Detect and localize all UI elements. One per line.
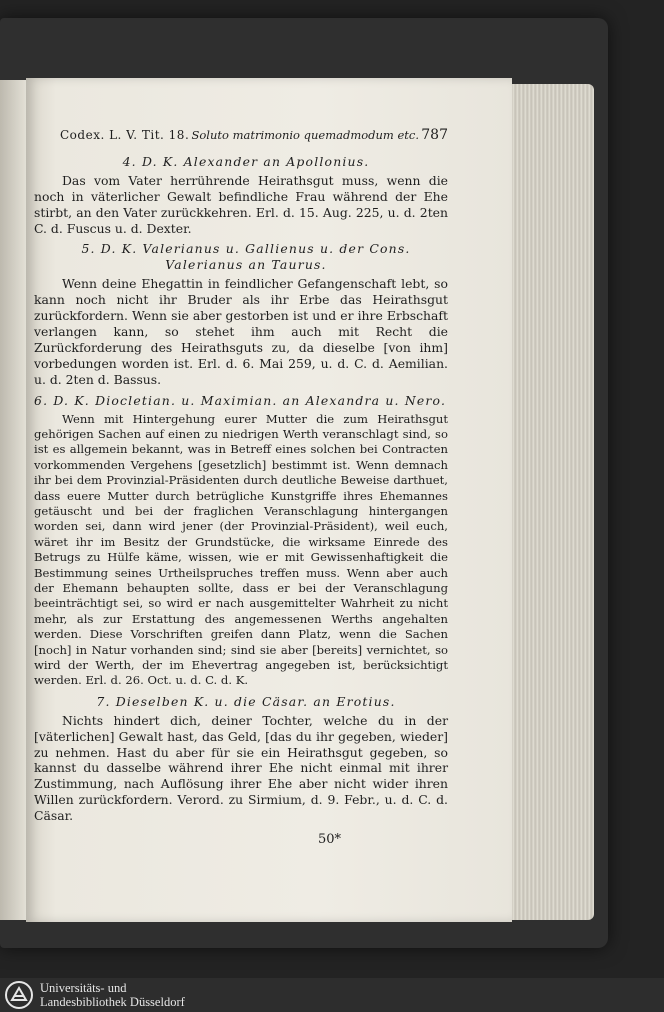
section-heading-5: 5. D. K. Valerianus u. Gallienus u. der Cons. Valerianus an Taurus. <box>81 241 411 273</box>
footer-text <box>40 981 185 1009</box>
page-number: 787 <box>421 127 448 143</box>
library-logo-icon <box>4 980 34 1010</box>
running-head <box>60 128 448 144</box>
section-text-6: Wenn mit Hintergehung eurer Mutter die zum Heirathsgut gehörigen Sachen auf einen zu niedrigen Werth veranschlagt sind, so ist es allgemein bekannt, was in Betreff eines solchen bei Contracten vorkommenden Vergehens [gesetzlich] bestimmt ist. Wenn demnach ihr bei dem Provinzial-Präsidenten durch deutliche Beweise darthuet, dass euere Mutter durch betrügliche Kunstgriffe ihres Ehemannes getäuscht und bei der fraglichen Veranschlagung hintergangen worden sei, dann wird jener (der Provinzial-Präsident), weil euch, wäret ihr im Besitz der Grundstücke, die wirksame Einrede des Betrugs zu Hülfe käme, wissen, wie er mit Gewissenhaftigkeit die Bestimmung seines Urtheilspruches treffen muss. Wenn aber auch der Ehemann behaupten sollte, dass er bei der Veranschlagung beeinträchtigt sei, so wird er nach ausgemittelter Wahrheit zu nicht mehr, als zur Erstattung des angemessenen Werths angehalten werden. Diese Vorschriften greifen dann Platz, wenn die Sachen [noch] in Natur vorhanden sind; sind sie aber [bereits] vernichtet, so wird der Werth, der im Ehevertrag angegeben ist, berücksichtigt werden. Erl. d. 26. Oct. u. d. C. d. K. <box>34 411 448 688</box>
left-page-edge <box>0 80 26 920</box>
running-head-title: Codex. L. V. Tit. 18. <box>60 128 190 142</box>
footer-bar <box>0 978 664 1012</box>
footer-line-1: Universitäts- und <box>40 981 127 995</box>
section-heading-6: 6. D. K. Diocletian. u. Maximian. an Alexandra u. Nero. <box>34 392 447 408</box>
page-text <box>34 128 448 824</box>
section-heading-4: 4. D. K. Alexander an Apollonius. <box>122 153 370 169</box>
running-head-subject: Soluto matrimonio quemadmodum etc. <box>191 128 420 142</box>
signature-mark: 50* <box>318 832 342 847</box>
section-heading-7: 7. Dieselben K. u. die Cäsar. an Erotius. <box>96 693 396 709</box>
section-text-4: Das vom Vater herrührende Heirathsgut muss, wenn die noch in väterlicher Gewalt befindliche Frau während der Ehe stirbt, an den Vater zurückkehren. Erl. d. 15. Aug. 225, u. d. 2ten C. d. Fuscus u. d. Dexter. <box>34 172 448 236</box>
section-text-7: Nichts hindert dich, deiner Tochter, welche du in der [väterlichen] Gewalt hast, das Geld, [das du ihr gegeben, wieder] zu nehmen. Hast du aber für sie ein Heirathsgut gegeben, so kannst du dasselbe während ihrer Ehe nicht einmal mit ihrer Zustimmung, nach Auflösung ihrer Ehe aber nicht wider ihren Willen zurückfordern. Verord. zu Sirmium, d. 9. Febr., u. d. C. d. Cäsar. <box>34 712 448 824</box>
page-stack <box>512 84 594 920</box>
footer-line-2: Landesbibliothek Düsseldorf <box>40 995 185 1009</box>
section-text-5: Wenn deine Ehegattin in feindlicher Gefangenschaft lebt, so kann noch nicht ihr Bruder als ihr Erbe das Heirathsgut zurückfordern. Wenn sie aber gestorben ist und er ihre Erbschaft verlangen kann, so stehet ihm auch mit Recht die Zurückforderung des Heirathsguts zu, da dieselbe [von ihm] vorbedungen worden ist. Erl. d. 6. Mai 259, u. d. C. d. Aemilian. u. d. 2ten d. Bassus. <box>34 276 448 387</box>
